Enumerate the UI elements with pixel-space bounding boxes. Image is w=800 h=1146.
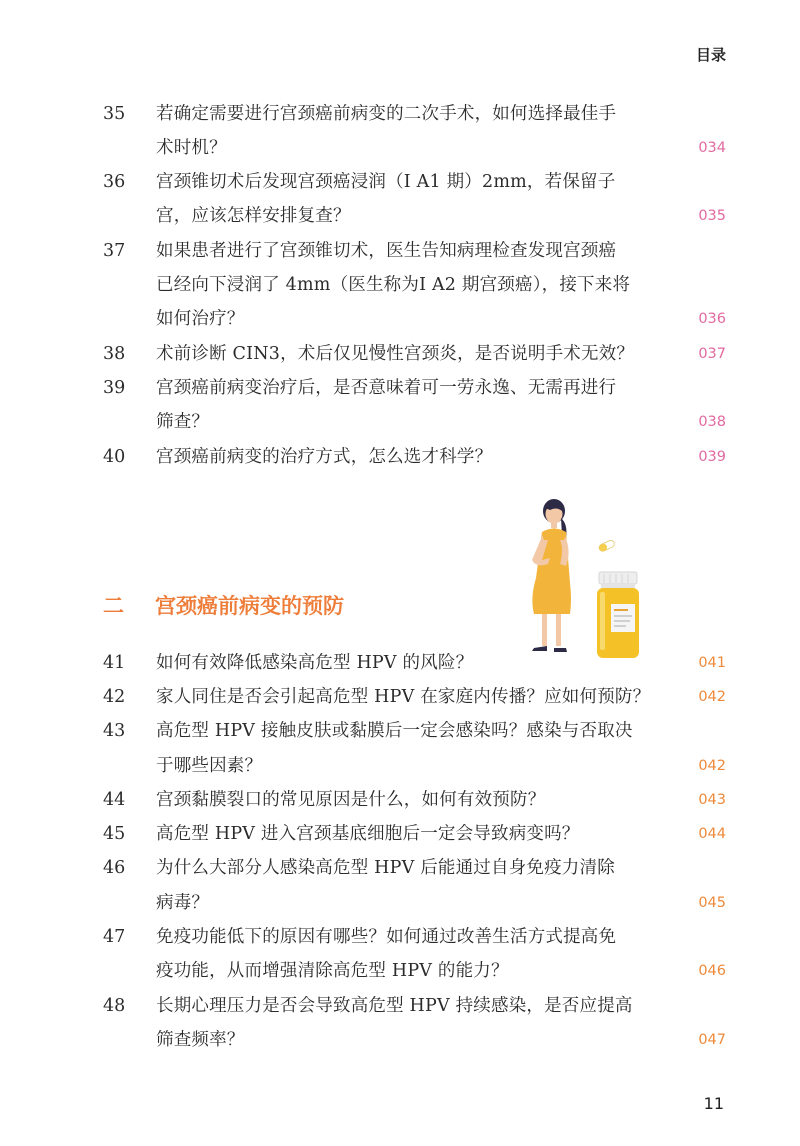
toc-entry-44[interactable] (0, 783, 800, 817)
toc-entry-38[interactable] (0, 337, 800, 371)
entry-number: 40 (103, 447, 126, 467)
entry-number: 41 (103, 653, 126, 673)
toc-entry-43-cont[interactable] (0, 749, 800, 783)
entry-title-line: 如果患者进行了宫颈锥切术，医生告知病理检查发现宫颈癌 (156, 241, 617, 261)
entry-number: 35 (103, 104, 126, 124)
entry-title-line: 宫颈癌前病变的治疗方式，怎么选才科学？ (156, 447, 493, 467)
entry-page: 035 (698, 208, 726, 224)
entry-number: 46 (103, 858, 126, 878)
entry-number: 48 (103, 996, 126, 1016)
toc-entry-47[interactable] (0, 920, 800, 954)
entry-page: 039 (698, 449, 726, 465)
entry-title-line: 宫，应该怎样安排复查？ (156, 206, 351, 226)
toc-entry-43[interactable] (0, 714, 800, 748)
header-label: 目录 (695, 46, 726, 64)
entry-page: 043 (698, 792, 726, 808)
entry-title-line: 筛查？ (156, 412, 210, 432)
entry-title-line: 若确定需要进行宫颈癌前病变的二次手术，如何选择最佳手 (156, 104, 617, 124)
entry-title-line: 为什么大部分人感染高危型 HPV 后能通过自身免疫力清除 (156, 858, 615, 878)
section-title: 宫颈癌前病变的预防 (155, 594, 344, 618)
toc-entry-46-cont[interactable] (0, 886, 800, 920)
toc-entry-48-cont[interactable] (0, 1023, 800, 1057)
entry-number: 39 (103, 378, 126, 398)
toc-entry-37[interactable] (0, 234, 800, 268)
toc-entry-36-cont[interactable] (0, 199, 800, 233)
entry-page: 034 (698, 140, 726, 156)
entry-title-line: 如何有效降低感染高危型 HPV 的风险？ (156, 653, 474, 673)
entry-number: 44 (103, 790, 126, 810)
entry-title-line: 病毒？ (156, 893, 210, 913)
toc-entry-40[interactable] (0, 440, 800, 474)
entry-page: 041 (698, 655, 726, 671)
page-number: 11 (703, 1094, 724, 1113)
entry-number: 45 (103, 824, 126, 844)
woman-with-medicine-bottle-icon (520, 488, 650, 663)
entry-number: 43 (103, 721, 126, 741)
entry-page: 042 (698, 689, 726, 705)
entry-title-line: 术时机？ (156, 138, 227, 158)
toc-entry-39[interactable] (0, 371, 800, 405)
entry-title-line: 疫功能，从而增强清除高危型 HPV 的能力？ (156, 961, 509, 981)
toc-entry-46[interactable] (0, 851, 800, 885)
entry-page: 042 (698, 758, 726, 774)
toc-entry-42[interactable] (0, 680, 800, 714)
entry-title-line: 宫颈癌前病变治疗后，是否意味着可一劳永逸、无需再进行 (156, 378, 617, 398)
toc-entry-35[interactable] (0, 97, 800, 131)
entry-page: 036 (698, 311, 726, 327)
entry-title-line: 长期心理压力是否会导致高危型 HPV 持续感染，是否应提高 (156, 996, 633, 1016)
entry-title-line: 高危型 HPV 接触皮肤或黏膜后一定会感染吗？感染与否取决 (156, 721, 633, 741)
entry-number: 36 (103, 172, 126, 192)
entry-title-line: 家人同住是否会引起高危型 HPV 在家庭内传播？应如何预防？ (156, 687, 651, 707)
toc-entry-45[interactable] (0, 817, 800, 851)
entry-title-line: 已经向下浸润了 4mm（医生称为Ⅰ A2 期宫颈癌），接下来将 (156, 275, 631, 295)
entry-title-line: 如何治疗？ (156, 309, 245, 329)
toc-entry-47-cont[interactable] (0, 954, 800, 988)
entry-title-line: 宫颈黏膜裂口的常见原因是什么，如何有效预防？ (156, 790, 546, 810)
entry-title-line: 宫颈锥切术后发现宫颈癌浸润（Ⅰ A1 期）2mm，若保留子 (156, 172, 616, 192)
entry-number: 42 (103, 687, 126, 707)
toc-entry-36[interactable] (0, 165, 800, 199)
entry-number: 47 (103, 927, 126, 947)
toc-entry-41[interactable] (0, 646, 800, 680)
toc-entry-48[interactable] (0, 989, 800, 1023)
toc-entry-35-cont[interactable] (0, 131, 800, 165)
entry-page: 037 (698, 346, 726, 362)
toc-entry-39-cont[interactable] (0, 405, 800, 439)
toc-entry-37-cont[interactable] (0, 268, 800, 302)
entry-title-line: 于哪些因素？ (156, 756, 263, 776)
entry-page: 044 (698, 826, 726, 842)
entry-title-line: 免疫功能低下的原因有哪些？如何通过改善生活方式提高免 (156, 927, 617, 947)
entry-page: 046 (698, 963, 726, 979)
entry-number: 37 (103, 241, 126, 261)
entry-title-line: 术前诊断 CIN3，术后仅见慢性宫颈炎，是否说明手术无效？ (156, 344, 635, 364)
entry-number: 38 (103, 344, 126, 364)
entry-page: 047 (698, 1032, 726, 1048)
section-heading[interactable] (103, 588, 344, 624)
entry-page: 045 (698, 895, 726, 911)
entry-page: 038 (698, 414, 726, 430)
section-number: 二 (103, 594, 124, 618)
entry-title-line: 高危型 HPV 进入宫颈基底细胞后一定会导致病变吗？ (156, 824, 580, 844)
entry-title-line: 筛查频率？ (156, 1030, 245, 1050)
toc-entry-37-cont2[interactable] (0, 302, 800, 336)
